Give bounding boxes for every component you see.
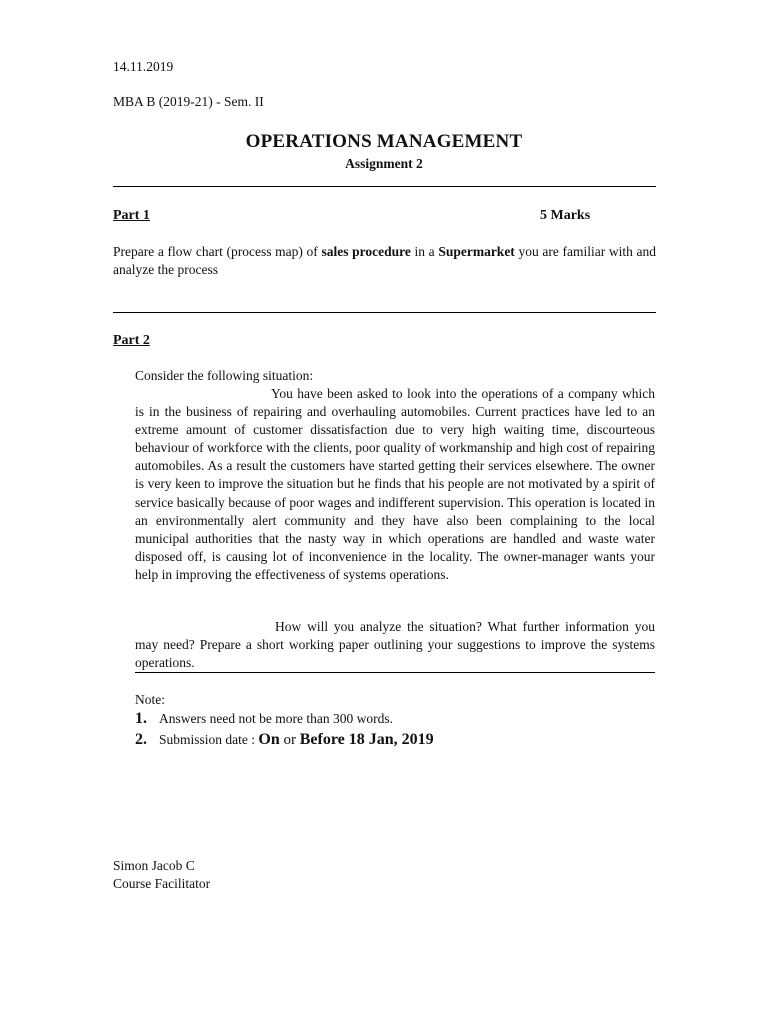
supermarket-emphasis: Supermarket	[438, 244, 515, 259]
part1-instructions: Prepare a flow chart (process map) of sales procedure in a Supermarket you are familiar with and analyze the process	[113, 244, 657, 277]
part1-heading: Part 1	[113, 208, 150, 223]
note-item-text: Answers need not be more than 300 words.	[159, 711, 393, 726]
note-item-2	[135, 731, 655, 752]
divider-top	[113, 186, 656, 187]
note-item-number: 2.	[135, 731, 147, 748]
sales-procedure-emphasis: sales procedure	[321, 244, 411, 259]
divider-middle	[113, 312, 656, 313]
course-line: MBA B (2019-21) - Sem. II	[113, 94, 264, 109]
situation-paragraph: You have been asked to look into the operations of a company which is in the business of repairing and overhauling automobiles. Current practices have led to an extreme amount of customer dissatisfaction due to very high waiting time, discourteous behaviour of workforce with the clients, poor quality of workmanship and high cost of repairing automobiles. As a result the customers have started getting their services elsewhere. The owner is very keen to improve the situation but he finds that his people are not motivated by a spirit of service basically because of poor wages and indifferent supervision. This operation is located in an environmentally alert community and they have also been complaining to the local municipal authorities that the nasty way in which operations are handled and waste water disposed off, is causing lot of inconvenience in the locality. The owner-manager wants your help in improving the effectiveness of systems operations.	[135, 386, 655, 582]
page-title: OPERATIONS MANAGEMENT	[245, 131, 523, 152]
assignment-subtitle: Assignment 2	[345, 156, 423, 171]
signature-role: Course Facilitator	[113, 876, 211, 891]
part1-marks: 5 Marks	[540, 208, 591, 223]
divider-bottom	[135, 672, 655, 673]
signature-name: Simon Jacob C	[113, 858, 195, 873]
part2-intro: Consider the following situation:	[135, 368, 314, 383]
submission-deadline: Before 18 Jan, 2019	[299, 731, 434, 748]
note-item-number: 1.	[135, 710, 147, 727]
question-paragraph: How will you analyze the situation? What further information you may need? Prepare a short working paper outlining your suggestions to improve the systems operations.	[135, 619, 655, 670]
note-item-1	[135, 710, 655, 731]
note-list	[135, 710, 655, 752]
document-date: 14.11.2019	[113, 59, 174, 74]
note-label: Note:	[135, 692, 165, 707]
submission-on: On	[258, 731, 280, 748]
part2-heading: Part 2	[113, 333, 150, 348]
note-item-text: Submission date : On or Before 18 Jan, 2019	[159, 731, 434, 748]
